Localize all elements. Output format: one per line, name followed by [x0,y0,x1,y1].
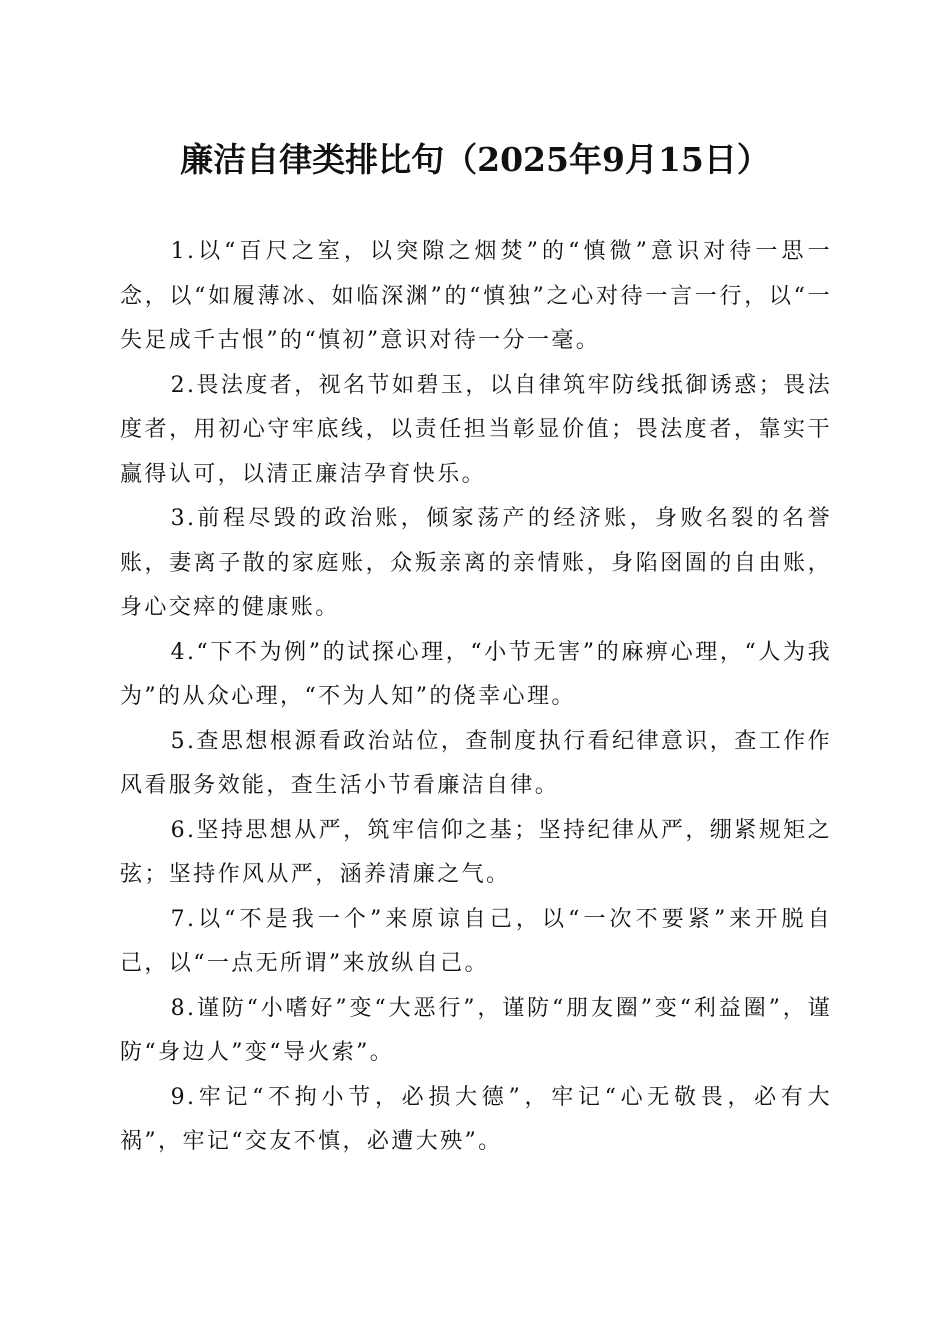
paragraph-7: 7.以“不是我一个”来原谅自己，以“一次不要紧”来开脱自己，以“一点无所谓”来放纵自己。 [120,906,832,976]
paragraph-8: 8.谨防“小嗜好”变“大恶行”，谨防“朋友圈”变“利益圈”，谨防“身边人”变“导火索”。 [120,995,832,1065]
paragraph-9: 9.牢记“不拘小节，必损大德”，牢记“心无敬畏，必有大祸”，牢记“交友不慎，必遭大殃”。 [120,1084,832,1154]
paragraph-6: 6.坚持思想从严，筑牢信仰之基；坚持纪律从严，绷紧规矩之弦；坚持作风从严，涵养清廉之气。 [120,817,832,887]
document-title: 廉洁自律类排比句（2025年9月15日） [180,140,770,179]
paragraph-4: 4.“下不为例”的试探心理，“小节无害”的麻痹心理，“人为我为”的从众心理，“不为人知”的侥幸心理。 [120,639,832,709]
paragraph-1: 1.以“百尺之室，以突隙之烟焚”的“慎微”意识对待一思一念，以“如履薄冰、如临深渊”的“慎独”之心对待一言一行，以“一失足成千古恨”的“慎初”意识对待一分一毫。 [120,239,832,353]
paragraph-5: 5.查思想根源看政治站位，查制度执行看纪律意识，查工作作风看服务效能，查生活小节看廉洁自律。 [120,728,832,798]
document-body [120,230,832,1165]
paragraph-3: 3.前程尽毁的政治账，倾家荡产的经济账，身败名裂的名誉账，妻离子散的家庭账，众叛亲离的亲情账，身陷囹圄的自由账，身心交瘁的健康账。 [120,506,832,620]
paragraph-2: 2.畏法度者，视名节如碧玉，以自律筑牢防线抵御诱惑；畏法度者，用初心守牢底线，以责任担当彰显价值；畏法度者，靠实干赢得认可，以清正廉洁孕育快乐。 [120,372,832,487]
